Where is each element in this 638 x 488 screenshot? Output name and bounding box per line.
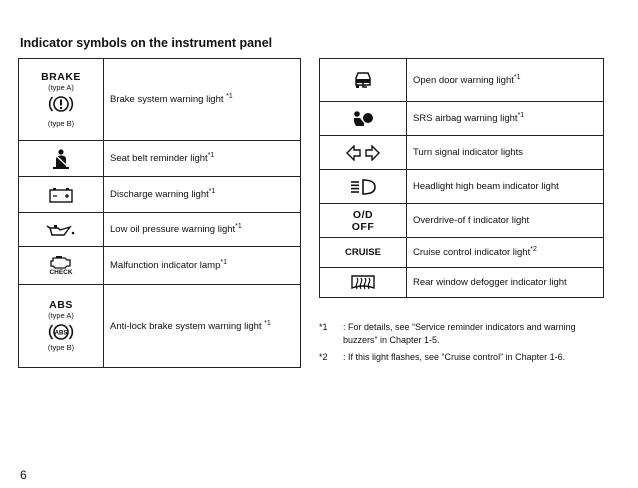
type-b-label: (type B) — [47, 118, 75, 128]
row-description: Turn signal indicator lights — [413, 147, 524, 158]
footnote-2-text: : If this light flashes, see “Cruise control” in Chapter 1-6. — [343, 352, 566, 362]
cruise-text: CRUISE — [345, 247, 381, 258]
table-row — [320, 204, 604, 238]
type-a-label: (type A) — [48, 311, 74, 320]
table-row — [19, 247, 301, 285]
description-cell — [407, 238, 604, 268]
description-cell — [104, 247, 301, 285]
description-cell — [407, 136, 604, 170]
icon-cell — [320, 204, 407, 238]
description-cell — [407, 268, 604, 298]
row-description: Rear window defogger indicator light — [413, 277, 567, 288]
indicator-table-right — [319, 58, 604, 298]
icon-cell — [19, 141, 104, 177]
brake-warning-icon — [48, 93, 74, 115]
check-engine-icon — [49, 255, 73, 269]
table-row — [320, 59, 604, 102]
srs-airbag-icon — [351, 109, 375, 129]
icon-cell — [320, 170, 407, 204]
od-text: O/D — [352, 208, 374, 221]
row-description: Discharge warning light — [110, 189, 209, 200]
footnote-mark: *1 — [208, 187, 216, 195]
description-cell — [407, 204, 604, 238]
footnote-1 — [319, 321, 609, 346]
abs-icon-text: ABS — [54, 330, 68, 337]
icon-cell — [19, 59, 104, 141]
icon-cell — [19, 247, 104, 285]
table-row — [320, 170, 604, 204]
footnote-mark: *1 — [226, 92, 233, 100]
icon-cell — [320, 59, 407, 102]
footnote-mark: *2 — [530, 245, 537, 253]
type-b-label: (type B) — [47, 343, 75, 352]
row-description: Cruise control indicator light — [413, 247, 531, 258]
icon-cell — [19, 285, 104, 368]
icon-cell — [320, 102, 407, 136]
footnote-2 — [319, 351, 609, 364]
check-text: CHECK — [49, 268, 73, 276]
oil-can-icon — [46, 223, 76, 237]
table-row — [19, 177, 301, 213]
brake-word: BRAKE — [41, 70, 81, 83]
seat-belt-icon — [50, 148, 72, 170]
row-description: Malfunction indicator lamp — [110, 260, 221, 271]
description-cell — [407, 102, 604, 136]
table-row — [19, 213, 301, 247]
battery-icon — [49, 187, 73, 203]
table-row — [320, 268, 604, 298]
footnote-2-mark: *2 — [319, 352, 328, 362]
table-row — [320, 102, 604, 136]
off-text: OFF — [351, 220, 375, 233]
row-description: Open door warning light — [413, 74, 514, 86]
icon-cell — [19, 177, 104, 213]
description-cell — [104, 141, 301, 177]
row-description: Anti-lock brake system warning light — [110, 320, 265, 332]
type-a-label: (type A) — [48, 82, 74, 92]
high-beam-icon — [350, 179, 376, 195]
description-cell — [407, 59, 604, 102]
rear-defogger-icon — [351, 275, 375, 291]
description-cell — [104, 285, 301, 368]
table-row — [320, 136, 604, 170]
row-description: Headlight high beam indicator light — [413, 181, 559, 192]
abs-word: ABS — [49, 299, 73, 311]
open-door-icon — [352, 70, 374, 90]
row-description: Overdrive-of f indicator light — [413, 215, 530, 226]
description-cell — [104, 213, 301, 247]
page-number: 6 — [20, 468, 27, 482]
footnote-mark: *1 — [264, 319, 271, 327]
row-description: SRS airbag warning light — [413, 113, 518, 124]
icon-cell — [320, 136, 407, 170]
description-cell — [104, 59, 301, 141]
footnotes — [319, 321, 609, 369]
row-description: Brake system warning light — [110, 94, 227, 105]
icon-cell — [320, 238, 407, 268]
footnote-mark: *1 — [513, 73, 521, 81]
icon-cell — [19, 213, 104, 247]
description-cell — [104, 177, 301, 213]
turn-signal-icon — [346, 145, 380, 161]
footnote-mark: *1 — [220, 258, 227, 266]
table-row — [19, 141, 301, 177]
icon-cell — [320, 268, 407, 298]
footnote-mark: *1 — [517, 111, 525, 119]
table-row — [19, 59, 301, 141]
footnote-mark: *1 — [207, 151, 215, 159]
table-row — [320, 238, 604, 268]
indicator-table-left — [18, 58, 301, 368]
footnote-mark: *1 — [235, 222, 242, 230]
table-row — [19, 285, 301, 368]
page-title: Indicator symbols on the instrument panel — [20, 36, 273, 50]
abs-warning-icon — [48, 321, 74, 343]
footnote-1-text: : For details, see “Service reminder indicators and warning buzzers” in Chapter 1-5. — [343, 322, 576, 345]
footnote-1-mark: *1 — [319, 322, 328, 332]
description-cell — [407, 170, 604, 204]
row-description: Seat belt reminder light — [110, 153, 208, 164]
row-description: Low oil pressure warning light — [110, 224, 236, 235]
